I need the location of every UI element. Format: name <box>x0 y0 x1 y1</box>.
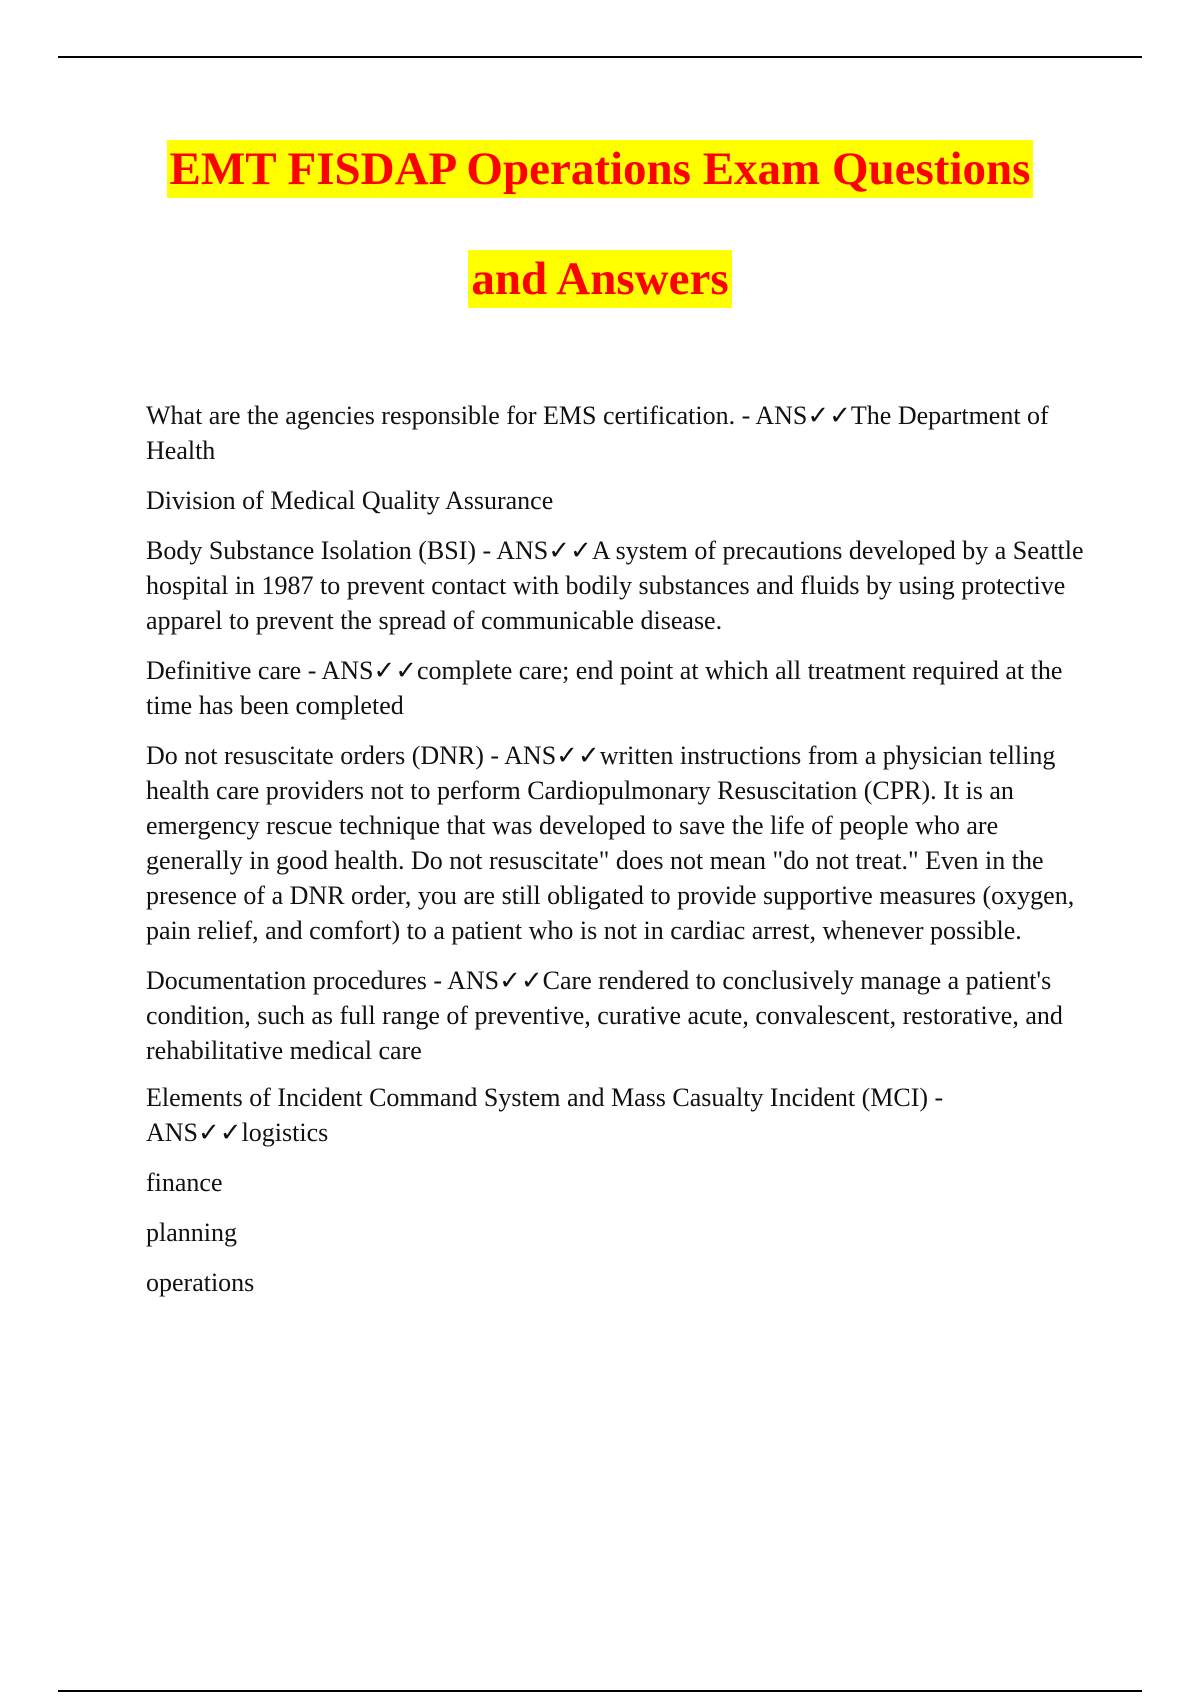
paragraph-documentation: Documentation procedures - ANS✓✓Care rendered to conclusively manage a patient's condition, such as full range of preventive, curative acute, convalescent, restorative, and rehabilitative medical care <box>146 966 1063 1065</box>
bottom-rule <box>58 1690 1142 1692</box>
paragraph-dnr: Do not resuscitate orders (DNR) - ANS✓✓written instructions from a physician telling health care providers not to perform Cardiopulmonary Resuscitation (CPR). It is an emergency rescue technique that was developed to save the life of people who are generally in good health. Do not resuscitate" does not mean "do not treat." Even in the presence of a DNR order, you are still obligated to provide supportive measures (oxygen, pain relief, and comfort) to a patient who is not in cardiac arrest, whenever possible. <box>146 741 1075 945</box>
paragraph-bsi: Body Substance Isolation (BSI) - ANS✓✓A system of precautions developed by a Seattle hospital in 1987 to prevent contact with bodily substances and fluids by using protective apparel to prevent the spread of communicable disease. <box>146 536 1084 635</box>
document-title <box>0 140 1200 308</box>
paragraph-division: Division of Medical Quality Assurance <box>146 486 554 515</box>
paragraph-ics-mci: Elements of Incident Command System and Mass Casualty Incident (MCI) - ANS✓✓logistics <box>146 1083 944 1147</box>
paragraph-planning: planning <box>146 1218 237 1247</box>
paragraph-agencies: What are the agencies responsible for EMS certification. - ANS✓✓The Department of Health <box>146 401 1049 465</box>
paragraph-finance: finance <box>146 1168 223 1197</box>
paragraph-operations: operations <box>146 1268 255 1297</box>
title-line-2: and Answers <box>468 250 731 308</box>
top-rule <box>58 56 1142 58</box>
paragraph-definitive-care: Definitive care - ANS✓✓complete care; end point at which all treatment required at the time has been completed <box>146 656 1063 720</box>
title-line-1: EMT FISDAP Operations Exam Questions <box>167 140 1034 198</box>
document-body <box>146 398 1096 1315</box>
